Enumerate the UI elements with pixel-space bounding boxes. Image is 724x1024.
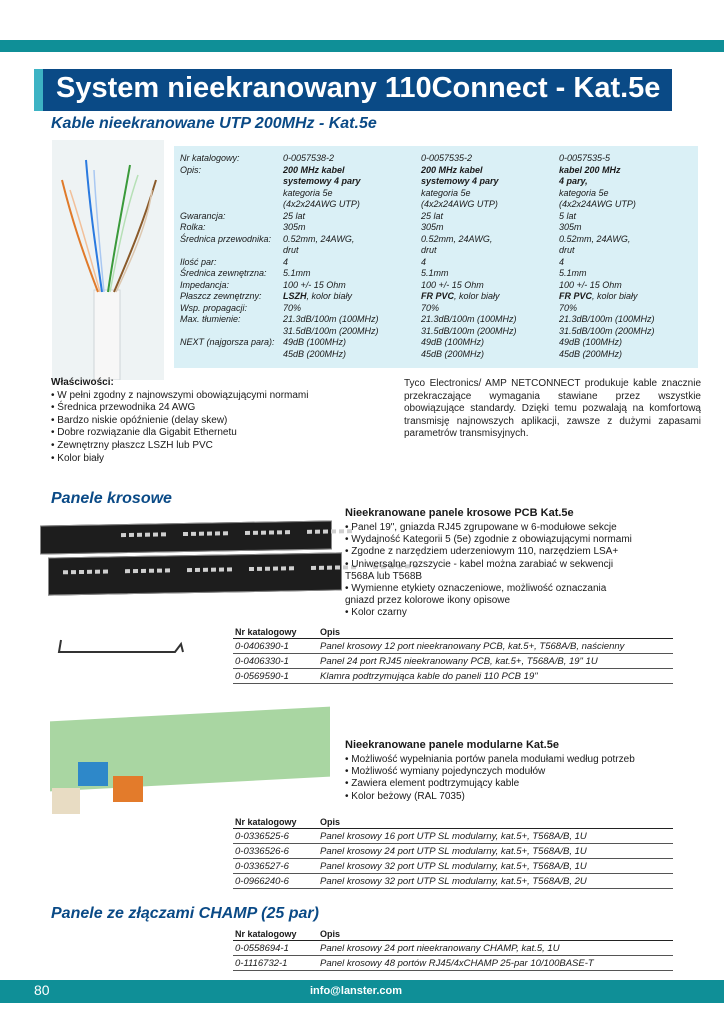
- spec-value: [421, 303, 559, 315]
- spec-value-text: 25 lat: [283, 210, 306, 221]
- spec-row: [180, 211, 655, 223]
- pcb-section: [345, 507, 632, 620]
- table-header: Opis: [318, 929, 673, 941]
- spec-label: [180, 199, 283, 211]
- rj45-port: [253, 531, 258, 535]
- pcb-panel-photo-2: [48, 552, 342, 595]
- rj45-port: [245, 531, 250, 535]
- rj45-port: [71, 570, 76, 574]
- rj45-port: [261, 531, 266, 535]
- spec-value-text: 31.5dB/100m (200MHz): [421, 325, 517, 336]
- spec-label: Wsp. propagacji:: [180, 302, 248, 313]
- spec-value-text: 5.1mm: [283, 268, 311, 278]
- spec-value-text: , kolor biały: [592, 291, 638, 301]
- spec-value-text: 70%: [559, 302, 578, 313]
- pcb-title: Nieekranowane panele krosowe PCB Kat.5e: [345, 507, 574, 519]
- spec-value-text: kabel 200 MHz: [559, 164, 621, 175]
- spec-row: [180, 337, 655, 349]
- spec-value-text: 0-0057535-5: [559, 153, 611, 163]
- spec-value-text: 0-0057538-2: [283, 153, 335, 163]
- spec-value: [421, 234, 559, 246]
- spec-value: [283, 314, 421, 326]
- spec-value-text: (4x2x24AWG UTP): [559, 199, 636, 209]
- spec-value-text: drut: [559, 245, 575, 255]
- rj45-port: [323, 530, 328, 534]
- cable-description: Tyco Electronics/ AMP NETCONNECT produkuje kable znacznie przekraczające wymagania stawiane przez wszystkie obowiązujące standardy. Dzięki temu pozwalają na komfortową transmisję najnowszych aplikacji, zawsze z dużymi zapasami parametrów transmisyjnych.: [404, 378, 701, 440]
- spec-value: [421, 326, 559, 338]
- catalog-description: Panel krosowy 32 port UTP SL modularny, kat.5+, T568A/B, 2U: [318, 874, 673, 889]
- spec-value-text: 21.3dB/100m (100MHz): [559, 314, 655, 324]
- bullet-item: • Zawiera element podtrzymujący kable: [345, 778, 520, 790]
- spec-value-text: 45dB (200MHz): [559, 348, 623, 359]
- spec-row: [180, 349, 655, 361]
- spec-value-text: systemowy 4 pary: [421, 176, 499, 186]
- spec-value: [421, 314, 559, 326]
- rj45-port: [141, 569, 146, 573]
- champ-catalog-table: [233, 929, 673, 971]
- spec-value: [559, 153, 655, 165]
- spec-value-text: kategoria 5e: [283, 187, 333, 198]
- modular-title: Nieekranowane panele modularne Kat.5e: [345, 739, 559, 751]
- spec-label: Opis:: [180, 164, 202, 175]
- spec-value-text: (4x2x24AWG UTP): [421, 199, 498, 209]
- rj45-port: [183, 532, 188, 536]
- spec-label: Impedancja:: [180, 279, 230, 290]
- rj45-port: [281, 566, 286, 570]
- spec-value-text: 100 +/- 15 Ohm: [559, 279, 622, 290]
- spec-row: [180, 245, 655, 257]
- spec-label: Średnica przewodnika:: [180, 233, 272, 244]
- spec-row: [180, 234, 655, 246]
- table-header: Nr katalogowy: [233, 627, 318, 639]
- spec-value: [559, 280, 655, 292]
- table-header-row: [233, 929, 673, 941]
- spec-row: [180, 199, 655, 211]
- rj45-port: [327, 566, 332, 570]
- rj45-port: [211, 568, 216, 572]
- rj45-port: [199, 532, 204, 536]
- table-header: Opis: [318, 627, 673, 639]
- spec-label: Max. tłumienie:: [180, 314, 241, 324]
- spec-label: [180, 349, 283, 361]
- blue-module-photo: [78, 762, 108, 786]
- catalog-number: 0-1116732-1: [233, 956, 318, 971]
- spec-value-text: 0.52mm, 24AWG,: [421, 233, 493, 244]
- rj45-port: [273, 567, 278, 571]
- spec-label: Rolka:: [180, 222, 206, 232]
- rj45-port: [137, 533, 142, 537]
- spec-value: [283, 211, 421, 223]
- bullet-item: • Możliwość wypełniania portów panela modułami według potrzeb: [345, 754, 635, 765]
- spec-value-text: 70%: [283, 302, 302, 313]
- spec-value-text: 5.1mm: [421, 268, 449, 278]
- catalog-number: 0-0966240-6: [233, 874, 318, 889]
- spec-value: [421, 349, 559, 361]
- rj45-port: [125, 569, 130, 573]
- spec-value-text: 45dB (200MHz): [283, 348, 347, 359]
- cable-spec-box: [174, 146, 698, 368]
- property-item: • Dobre rozwiązanie dla Gigabit Ethernetu: [51, 427, 237, 439]
- bullet-item: T568A lub T568B: [345, 570, 423, 582]
- spec-value-text: 305m: [283, 222, 306, 232]
- orange-module-photo: [113, 776, 143, 802]
- rj45-port: [191, 532, 196, 536]
- spec-value-text: 4: [283, 256, 289, 267]
- spec-row: [180, 314, 655, 326]
- spec-value: [559, 176, 655, 188]
- spec-value-text: 45dB (200MHz): [421, 348, 485, 359]
- spec-value-text: 4: [421, 256, 427, 267]
- spec-value: [283, 280, 421, 292]
- spec-value-text: 305m: [421, 222, 444, 232]
- rj45-port: [335, 565, 340, 569]
- spec-label: [180, 188, 283, 200]
- spec-row: [180, 303, 655, 315]
- table-header: Nr katalogowy: [233, 929, 318, 941]
- bullet-item: • Kolor czarny: [345, 607, 407, 619]
- catalog-description: Panel krosowy 12 port nieekranowany PCB, kat.5+, T568A/B, naścienny: [318, 639, 673, 654]
- spec-value: [283, 291, 421, 303]
- table-header: Opis: [318, 817, 673, 829]
- catalog-number: 0-0336525-6: [233, 829, 318, 844]
- spec-value-text: 0.52mm, 24AWG,: [559, 233, 631, 244]
- bullet-item: gniazd przez kolorowe ikony opisowe: [345, 595, 511, 607]
- rj45-port: [187, 568, 192, 572]
- spec-value-text: 4 pary,: [559, 176, 588, 186]
- modular-catalog-table: [233, 817, 673, 889]
- spec-value: [421, 176, 559, 188]
- beige-module-photo: [52, 788, 80, 814]
- spec-value: [559, 222, 655, 234]
- spec-label: [180, 176, 283, 188]
- bullet-item: • Kolor beżowy (RAL 7035): [345, 790, 465, 802]
- page-title: System nieekranowany 110Connect - Kat.5e: [56, 72, 661, 104]
- spec-row: [180, 165, 655, 177]
- spec-label: Płaszcz zewnętrzny:: [180, 291, 262, 301]
- rj45-port: [315, 530, 320, 534]
- top-teal-bar: [0, 40, 724, 52]
- table-row: [233, 829, 673, 844]
- spec-value: [559, 326, 655, 338]
- spec-label: Ilość par:: [180, 256, 217, 267]
- spec-value: [283, 153, 421, 165]
- rj45-port: [87, 570, 92, 574]
- spec-value: [421, 337, 559, 349]
- spec-value: [559, 211, 655, 223]
- spec-value: [559, 314, 655, 326]
- rj45-port: [219, 567, 224, 571]
- cable-illustration: [52, 140, 164, 380]
- spec-value-text: drut: [421, 245, 437, 255]
- spec-value-text: 0.52mm, 24AWG,: [283, 233, 355, 244]
- footer-email[interactable]: info@lanster.com: [310, 985, 403, 997]
- spec-row: [180, 222, 655, 234]
- spec-value: [283, 349, 421, 361]
- spec-value: [559, 349, 655, 361]
- spec-value-text: 25 lat: [421, 210, 444, 221]
- table-row: [233, 956, 673, 971]
- spec-value: [283, 303, 421, 315]
- spec-value: [283, 199, 421, 211]
- table-header-row: [233, 627, 673, 639]
- spec-value: [421, 245, 559, 257]
- spec-row: [180, 326, 655, 338]
- title-accent: [34, 69, 43, 111]
- spec-row: [180, 268, 655, 280]
- table-row: [233, 654, 673, 669]
- spec-value-text: 305m: [559, 222, 582, 232]
- pcb-table-wrap: [233, 627, 673, 684]
- property-item: • Kolor biały: [51, 452, 104, 464]
- catalog-number: 0-0336527-6: [233, 859, 318, 874]
- spec-value: [421, 153, 559, 165]
- modular-table-wrap: [233, 817, 673, 889]
- spec-value: [421, 199, 559, 211]
- rj45-port: [145, 533, 150, 537]
- rj45-port: [195, 568, 200, 572]
- cable-properties: [51, 377, 371, 465]
- spec-value: [283, 326, 421, 338]
- spec-value-text: 31.5dB/100m (200MHz): [559, 325, 655, 336]
- spec-value: [421, 211, 559, 223]
- property-item: • W pełni zgodny z najnowszymi obowiązującymi normami: [51, 389, 309, 401]
- cable-spec-table: [180, 153, 655, 360]
- spec-value: [283, 188, 421, 200]
- modular-section: [345, 739, 635, 803]
- rj45-port: [269, 530, 274, 534]
- spec-value: [559, 337, 655, 349]
- spec-value: [283, 245, 421, 257]
- spec-value: [421, 222, 559, 234]
- spec-value-text: kategoria 5e: [421, 187, 471, 198]
- rj45-port: [121, 533, 126, 537]
- spec-value-text: , kolor biały: [454, 291, 500, 301]
- spec-value: [421, 291, 559, 303]
- cable-clamp-photo: [55, 636, 190, 666]
- spec-value: [421, 188, 559, 200]
- spec-value: [283, 222, 421, 234]
- rj45-port: [79, 570, 84, 574]
- rj45-port: [149, 569, 154, 573]
- spec-label: [180, 245, 283, 257]
- spec-value-text: 49dB (100MHz): [559, 337, 623, 347]
- spec-value: [283, 165, 421, 177]
- panels-heading: Panele krosowe: [51, 490, 172, 507]
- bullet-item: • Uniwersalne rozszycie - kabel można zarabiać w sekwencji: [345, 558, 614, 570]
- rj45-port: [331, 529, 336, 533]
- pcb-catalog-table: [233, 627, 673, 684]
- spec-value: [559, 165, 655, 177]
- spec-value-text: 200 MHz kabel: [421, 164, 483, 175]
- rj45-port: [223, 531, 228, 535]
- table-row: [233, 669, 673, 684]
- spec-row: [180, 257, 655, 269]
- property-item: • Średnica przewodnika 24 AWG: [51, 402, 196, 414]
- spec-value-text: 5.1mm: [559, 268, 587, 278]
- bullet-item: • Wydajność Kategorii 5 (5e) zgodnie z obowiązującymi normami: [345, 534, 632, 546]
- cable-photo: [52, 140, 164, 380]
- spec-value-text: 49dB (100MHz): [283, 337, 347, 347]
- pcb-bullets: [345, 522, 632, 620]
- rj45-port: [207, 532, 212, 536]
- spec-value: [283, 257, 421, 269]
- spec-value-text: 31.5dB/100m (200MHz): [283, 325, 379, 336]
- spec-value-text: kategoria 5e: [559, 187, 609, 198]
- rj45-port: [277, 530, 282, 534]
- table-row: [233, 844, 673, 859]
- properties-heading: Właściwości:: [51, 377, 114, 388]
- properties-list: [51, 390, 371, 466]
- rj45-port: [165, 568, 170, 572]
- spec-value: [283, 268, 421, 280]
- spec-row: [180, 153, 655, 165]
- table-header: Nr katalogowy: [233, 817, 318, 829]
- spec-value-text: (4x2x24AWG UTP): [283, 199, 360, 209]
- spec-value-text: 5 lat: [559, 210, 577, 221]
- rj45-port: [249, 567, 254, 571]
- bullet-item: • Zgodne z narzędziem uderzeniowym 110, narzędziem LSA+: [345, 546, 619, 558]
- spec-value-text: 0-0057535-2: [421, 153, 473, 163]
- catalog-description: Panel krosowy 24 port nieekranowany CHAMP, kat.5, 1U: [318, 941, 673, 956]
- pcb-panel-photo-1: [40, 520, 332, 554]
- catalog-description: Klamra podtrzymująca kable do paneli 110 PCB 19": [318, 669, 673, 684]
- catalog-number: 0-0336526-6: [233, 844, 318, 859]
- spec-value: [421, 268, 559, 280]
- spec-value: [559, 234, 655, 246]
- champ-heading: Panele ze złączami CHAMP (25 par): [51, 905, 319, 922]
- catalog-number: 0-0558694-1: [233, 941, 318, 956]
- rj45-port: [285, 530, 290, 534]
- rj45-port: [153, 532, 158, 536]
- title-bar: [34, 69, 672, 111]
- rj45-port: [311, 566, 316, 570]
- cables-heading: Kable nieekranowane UTP 200MHz - Kat.5e: [51, 115, 377, 132]
- spec-label: NEXT (najgorsza para):: [180, 337, 275, 347]
- spec-value: [559, 188, 655, 200]
- spec-value: [559, 199, 655, 211]
- spec-label: Nr katalogowy:: [180, 153, 240, 163]
- spec-label: Średnica zewnętrzna:: [180, 268, 267, 278]
- rj45-port: [257, 567, 262, 571]
- spec-value-bold: LSZH: [283, 291, 307, 301]
- champ-table-wrap: [233, 929, 673, 971]
- rj45-port: [103, 570, 108, 574]
- spec-value: [421, 257, 559, 269]
- catalog-number: 0-0569590-1: [233, 669, 318, 684]
- spec-label: Gwarancja:: [180, 210, 226, 221]
- spec-value: [421, 280, 559, 292]
- table-row: [233, 859, 673, 874]
- table-header-row: [233, 817, 673, 829]
- spec-value-text: drut: [283, 245, 299, 255]
- table-row: [233, 941, 673, 956]
- rj45-port: [203, 568, 208, 572]
- rj45-port: [133, 569, 138, 573]
- page-number: 80: [34, 982, 50, 998]
- bullet-item: • Wymienne etykiety oznaczeniowe, możliwość oznaczania: [345, 583, 607, 595]
- rj45-port: [227, 567, 232, 571]
- spec-value: [283, 337, 421, 349]
- spec-value: [283, 234, 421, 246]
- spec-value: [559, 257, 655, 269]
- spec-value-text: 49dB (100MHz): [421, 337, 485, 347]
- spec-label: [180, 326, 283, 338]
- spec-value-text: 4: [559, 256, 565, 267]
- spec-value-text: 70%: [421, 302, 440, 313]
- spec-value-text: , kolor biały: [306, 291, 353, 301]
- catalog-description: Panel krosowy 48 portów RJ45/4xCHAMP 25-par 10/100BASE-T: [318, 956, 673, 971]
- rj45-port: [265, 567, 270, 571]
- catalog-description: Panel krosowy 24 port UTP SL modularny, kat.5+, T568A/B, 1U: [318, 844, 673, 859]
- spec-value-text: systemowy 4 pary: [283, 176, 361, 186]
- spec-value: [559, 291, 655, 303]
- rj45-port: [63, 570, 68, 574]
- modular-bullets: [345, 754, 635, 803]
- property-item: • Bardzo niskie opóźnienie (delay skew): [51, 414, 228, 426]
- spec-value: [283, 176, 421, 188]
- spec-value: [559, 303, 655, 315]
- spec-value-text: 200 MHz kabel: [283, 164, 345, 175]
- rj45-port: [289, 566, 294, 570]
- rj45-port: [339, 529, 344, 533]
- spec-value: [421, 165, 559, 177]
- table-row: [233, 639, 673, 654]
- spec-row: [180, 176, 655, 188]
- property-item: • Zewnętrzny płaszcz LSZH lub PVC: [51, 439, 213, 451]
- catalog-description: Panel krosowy 16 port UTP SL modularny, kat.5+, T568A/B, 1U: [318, 829, 673, 844]
- rj45-port: [307, 530, 312, 534]
- spec-value-text: 21.3dB/100m (100MHz): [283, 314, 379, 324]
- spec-value-text: 21.3dB/100m (100MHz): [421, 314, 517, 324]
- rj45-port: [161, 532, 166, 536]
- spec-value-bold: FR PVC: [421, 291, 455, 301]
- rj45-port: [157, 569, 162, 573]
- catalog-number: 0-0406390-1: [233, 639, 318, 654]
- catalog-description: Panel krosowy 32 port UTP SL modularny, kat.5+, T568A/B, 1U: [318, 859, 673, 874]
- spec-row: [180, 188, 655, 200]
- spec-value-bold: FR PVC: [559, 291, 593, 301]
- catalog-number: 0-0406330-1: [233, 654, 318, 669]
- spec-value-text: 100 +/- 15 Ohm: [421, 279, 484, 290]
- spec-row: [180, 291, 655, 303]
- catalog-description: Panel 24 port RJ45 nieekranowany PCB, kat.5+, T568A/B, 19" 1U: [318, 654, 673, 669]
- rj45-port: [129, 533, 134, 537]
- rj45-port: [319, 566, 324, 570]
- spec-value-text: 100 +/- 15 Ohm: [283, 279, 346, 290]
- spec-row: [180, 280, 655, 292]
- spec-value: [559, 268, 655, 280]
- rj45-port: [95, 570, 100, 574]
- bullet-item: • Panel 19", gniazda RJ45 zgrupowane w 6-modułowe sekcje: [345, 522, 617, 533]
- rj45-port: [215, 531, 220, 535]
- bullet-item: • Możliwość wymiany pojedynczych modułów: [345, 766, 546, 778]
- table-row: [233, 874, 673, 889]
- spec-value: [559, 245, 655, 257]
